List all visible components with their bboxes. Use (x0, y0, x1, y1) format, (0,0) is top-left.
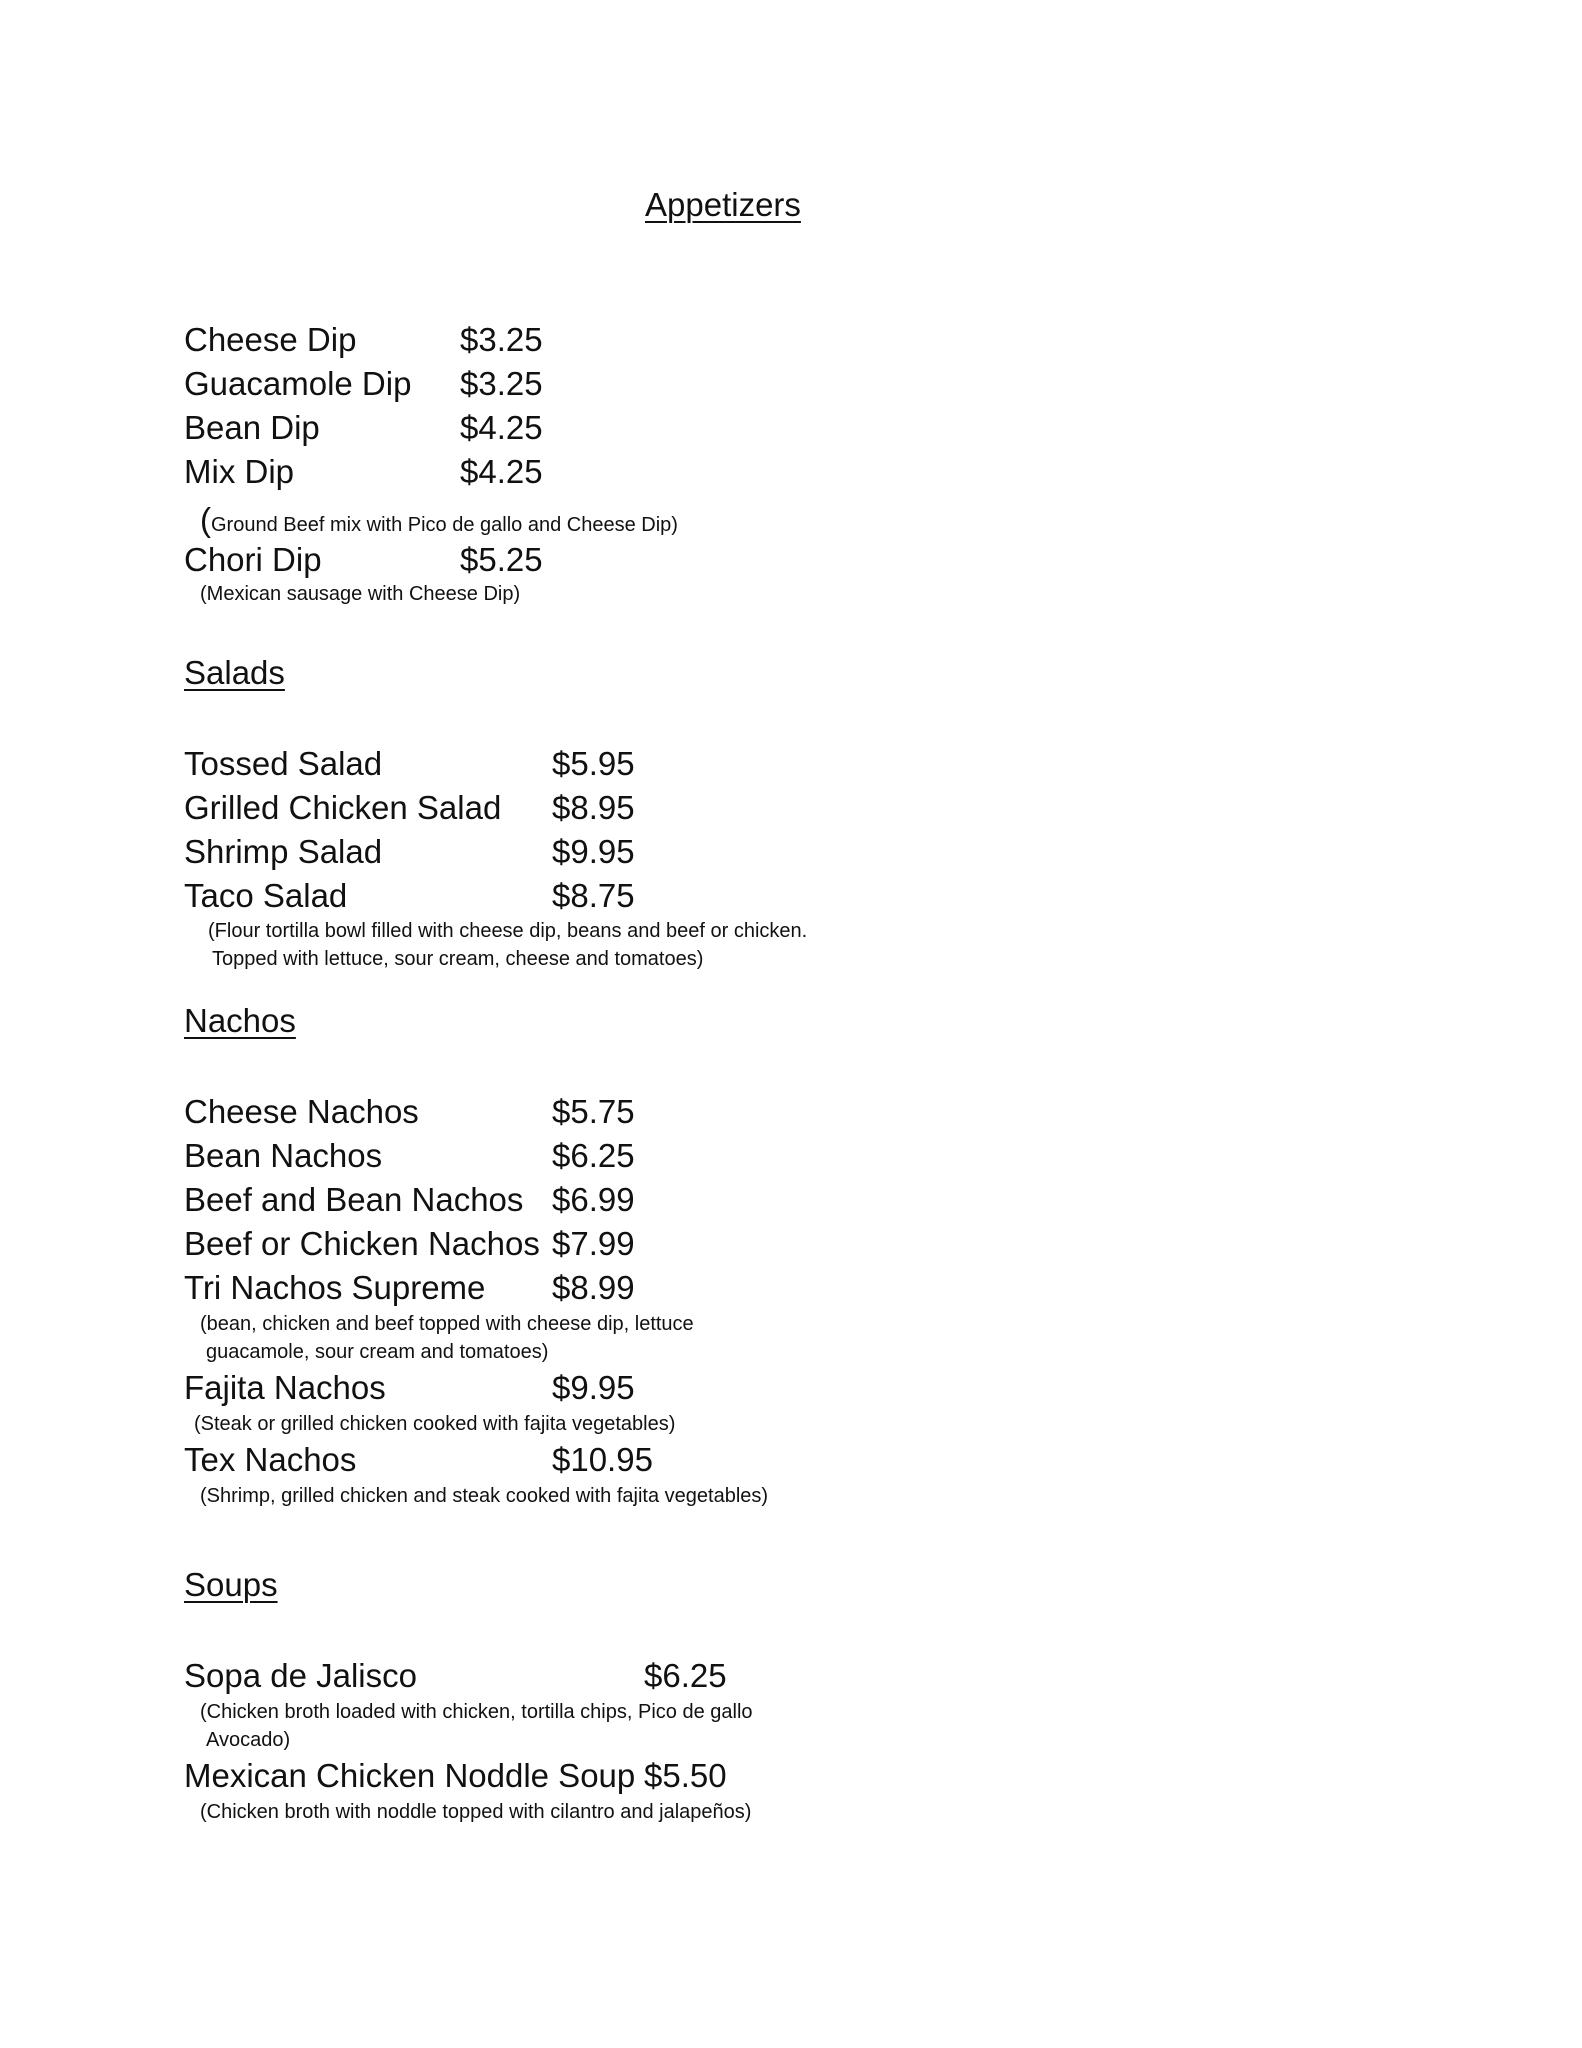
menu-item-sopa-de-jalisco (184, 1654, 727, 1698)
item-name: Guacamole Dip (184, 365, 412, 402)
item-price: $10.95 (552, 1441, 653, 1478)
item-description: (Flour tortilla bowl filled with cheese dip, beans and beef or chicken. (208, 920, 808, 942)
item-name: Shrimp Salad (184, 833, 383, 870)
item-name: Bean Nachos (184, 1137, 383, 1174)
item-price: $4.25 (460, 453, 543, 490)
item-price: $6.99 (552, 1181, 635, 1218)
item-price: $8.95 (552, 789, 635, 826)
item-description: (Shrimp, grilled chicken and steak cooked with fajita vegetables) (200, 1485, 769, 1507)
menu-item-tossed-salad (184, 742, 635, 786)
item-price: $4.25 (460, 409, 543, 446)
item-price: $5.50 (644, 1757, 727, 1794)
menu-item-beef-or-chicken-nachos (184, 1222, 635, 1266)
item-name: Beef and Bean Nachos (184, 1181, 524, 1218)
section-title-nachos: Nachos (184, 1002, 296, 1039)
menu-item-bean-dip (184, 406, 543, 450)
description-open-paren: ( (200, 501, 211, 538)
menu-item-guacamole-dip (184, 362, 543, 406)
item-price: $6.25 (552, 1137, 635, 1174)
menu-item-chori-dip (184, 538, 543, 582)
item-name: Cheese Nachos (184, 1093, 419, 1130)
menu-item-mix-dip (184, 450, 543, 494)
item-description: (Steak or grilled chicken cooked with fajita vegetables) (194, 1413, 676, 1435)
item-price: $8.75 (552, 877, 635, 914)
item-price: $8.99 (552, 1269, 635, 1306)
item-name: Beef or Chicken Nachos (184, 1225, 540, 1262)
item-name: Mix Dip (184, 453, 295, 490)
item-description: guacamole, sour cream and tomatoes) (206, 1341, 549, 1363)
item-name: Tex Nachos (184, 1441, 357, 1478)
item-description: (Chicken broth with noddle topped with cilantro and jalapeños) (200, 1801, 752, 1823)
item-name: Tossed Salad (184, 745, 383, 782)
menu-item-cheese-nachos (184, 1090, 635, 1134)
item-description: (Mexican sausage with Cheese Dip) (200, 583, 521, 605)
description-text: Ground Beef mix with Pico de gallo and Cheese Dip) (211, 514, 678, 536)
item-name: Cheese Dip (184, 321, 357, 358)
menu-item-bean-nachos (184, 1134, 635, 1178)
item-name: Chori Dip (184, 541, 322, 578)
item-price: $3.25 (460, 321, 543, 358)
menu-item-tex-nachos (184, 1438, 653, 1482)
menu-item-mexican-chicken-noddle-soup (184, 1754, 727, 1798)
item-price: $9.95 (552, 833, 635, 870)
item-price: $3.25 (460, 365, 543, 402)
section-title-salads: Salads (184, 654, 285, 691)
item-description: Topped with lettuce, sour cream, cheese and tomatoes) (212, 948, 704, 970)
item-price: $5.25 (460, 541, 543, 578)
item-price: $9.95 (552, 1369, 635, 1406)
item-description: Avocado) (206, 1729, 291, 1751)
item-name: Fajita Nachos (184, 1369, 386, 1406)
item-name: Sopa de Jalisco (184, 1657, 417, 1694)
item-price: $6.25 (644, 1657, 727, 1694)
menu-item-taco-salad (184, 874, 635, 918)
item-price: $5.95 (552, 745, 635, 782)
item-name: Grilled Chicken Salad (184, 789, 502, 826)
section-title-soups: Soups (184, 1566, 278, 1603)
item-description (200, 501, 678, 539)
item-name: Bean Dip (184, 409, 320, 446)
item-name: Taco Salad (184, 877, 348, 914)
menu-item-fajita-nachos (184, 1366, 635, 1410)
item-name: Tri Nachos Supreme (184, 1269, 486, 1306)
item-price: $7.99 (552, 1225, 635, 1262)
page-title: Appetizers (645, 186, 801, 223)
menu-item-shrimp-salad (184, 830, 635, 874)
menu-item-beef-and-bean-nachos (184, 1178, 635, 1222)
menu-item-tri-nachos-supreme (184, 1266, 635, 1310)
item-description: (Chicken broth loaded with chicken, tortilla chips, Pico de gallo (200, 1701, 753, 1723)
menu-item-cheese-dip (184, 318, 543, 362)
item-description: (bean, chicken and beef topped with cheese dip, lettuce (200, 1313, 694, 1335)
item-price: $5.75 (552, 1093, 635, 1130)
item-name: Mexican Chicken Noddle Soup (184, 1757, 636, 1794)
menu-item-grilled-chicken-salad (184, 786, 635, 830)
